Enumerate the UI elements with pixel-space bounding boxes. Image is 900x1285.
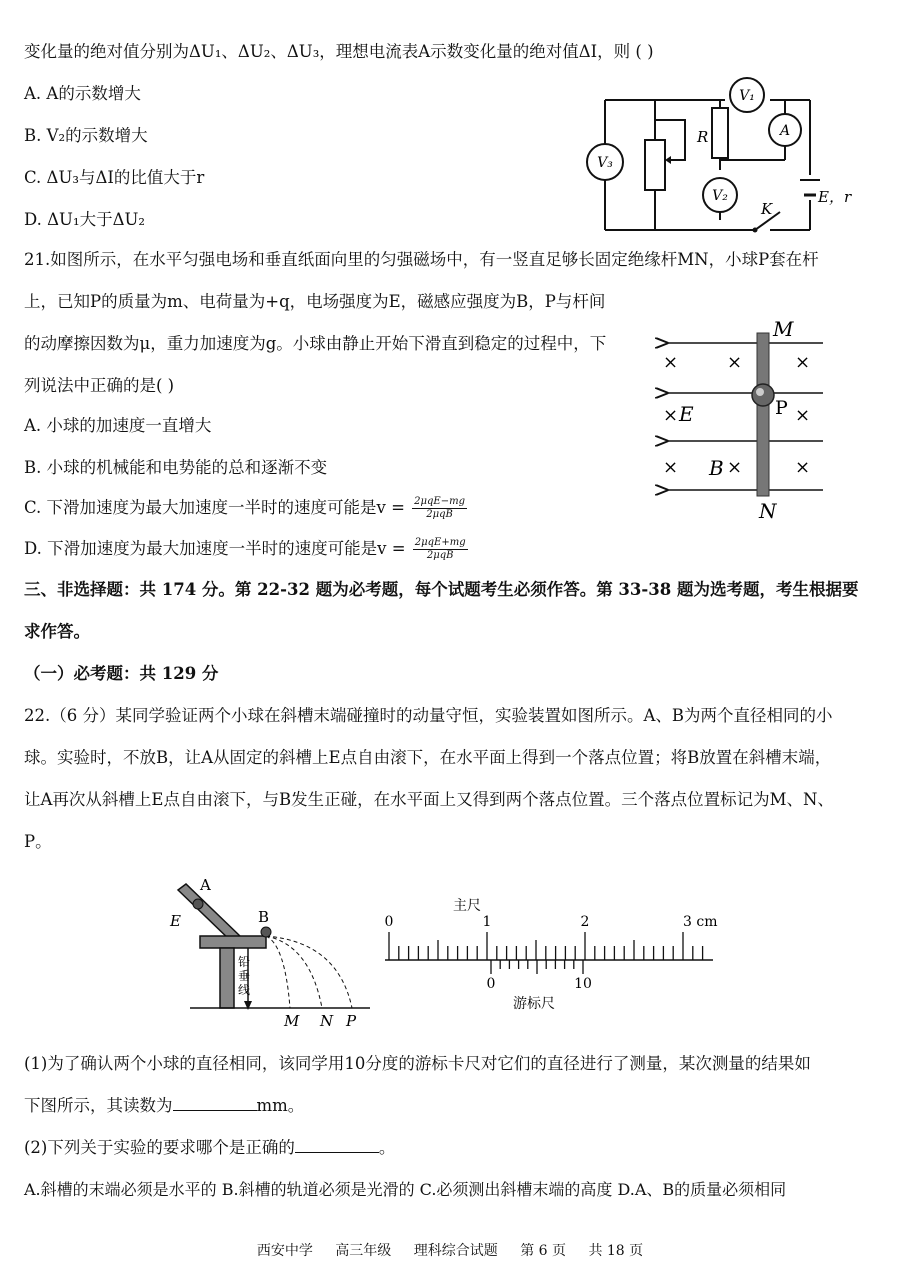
- q21-line2: 上，已知P的质量为m、电荷量为+q，电场强度为E，磁感应强度为B，P与杆间: [24, 292, 606, 311]
- q21-line1: 21.如图所示，在水平匀强电场和垂直纸面向里的匀强磁场中，有一竖直足够长固定绝缘杆MN，小球P套在杆: [24, 250, 819, 269]
- q21-option-c: [24, 496, 467, 521]
- section3-heading-line2: 求作答。: [24, 622, 90, 641]
- cross-mark: ×: [663, 457, 679, 478]
- label-b: B: [258, 908, 270, 926]
- q22-line1: 22.（6 分）某同学验证两个小球在斜槽末端碰撞时的动量守恒，实验装置如图所示。A、B为两个直径相同的小: [24, 706, 833, 725]
- label-e: E: [170, 912, 181, 930]
- plumb-label-1: 铅: [238, 955, 251, 969]
- q21-option-d-text: D. 下滑加速度为最大加速度一半时的速度可能是v =: [24, 539, 406, 558]
- answer-blank-1[interactable]: [173, 1094, 257, 1111]
- plumb-label-3: 线: [238, 983, 251, 997]
- cross-mark: ×: [795, 457, 811, 478]
- q21-option-d-denominator: 2μqB: [426, 550, 454, 561]
- v2-label: V₂: [712, 188, 728, 204]
- footer-grade: 高三年级: [335, 1243, 392, 1259]
- apparatus-diagram: [160, 870, 375, 1030]
- field-diagram: [655, 318, 835, 523]
- k-label: K: [761, 200, 773, 218]
- q21-option-d: [24, 537, 468, 562]
- vernier-scale-label: 游标尺: [513, 996, 555, 1012]
- q22-sub1-text: 下图所示，其读数为: [24, 1096, 173, 1115]
- q22-sub2-text: (2)下列关于实验的要求哪个是正确的: [24, 1138, 295, 1157]
- q22-sub2-end: 。: [378, 1138, 396, 1157]
- label-m: M: [773, 318, 794, 341]
- vernier-tick-label: 10: [574, 976, 592, 992]
- vernier-scale-ticks: [491, 960, 583, 974]
- q21-option-d-numerator: 2μqE+mg: [414, 537, 466, 548]
- main-tick-label: 3 cm: [683, 914, 718, 930]
- q22-sub1-line2: [24, 1094, 304, 1118]
- section3-subheading: （一）必考题：共 129 分: [24, 664, 219, 683]
- label-p: P: [775, 397, 788, 419]
- label-n: N: [320, 1012, 334, 1030]
- q20-option-d: D. ΔU₁大于ΔU₂: [24, 210, 146, 229]
- q22-sub2-line: [24, 1136, 395, 1160]
- footer-page: 第 6 页: [520, 1243, 566, 1259]
- label-a: A: [200, 876, 211, 894]
- cross-mark: ×: [795, 405, 811, 426]
- label-e: E: [679, 402, 694, 426]
- cross-mark: ×: [727, 352, 743, 373]
- vernier-caliper-diagram: [375, 890, 725, 1015]
- label-p: P: [346, 1012, 357, 1030]
- cross-mark: ×: [663, 352, 679, 373]
- cross-mark: ×: [795, 352, 811, 373]
- main-tick-label: 2: [580, 914, 590, 930]
- q21-option-c-denominator: 2μqB: [426, 509, 453, 520]
- r-label: R: [697, 128, 709, 146]
- q21-option-c-text: C. 下滑加速度为最大加速度一半时的速度可能是v =: [24, 498, 405, 517]
- q22-sub2-options: A.斜槽的末端必须是水平的 B.斜槽的轨道必须是光滑的 C.必须测出斜槽末端的高度 D.A、B的质量必须相同: [24, 1180, 787, 1199]
- answer-blank-2[interactable]: [295, 1136, 379, 1153]
- q20-stem-tail: 变化量的绝对值分别为ΔU₁、ΔU₂、ΔU₃，理想电流表A示数变化量的绝对值ΔI，则 ( ): [24, 42, 654, 61]
- q22-sub1-line1: (1)为了确认两个小球的直径相同，该同学用10分度的游标卡尺对它们的直径进行了测量，某次测量的结果如: [24, 1054, 811, 1073]
- footer-total: 共 18 页: [588, 1243, 644, 1259]
- v3-label: V₃: [597, 155, 613, 171]
- main-tick-label: 1: [482, 914, 492, 930]
- label-b: B: [709, 456, 724, 480]
- label-m: M: [284, 1012, 300, 1030]
- q21-option-b: B. 小球的机械能和电势能的总和逐渐不变: [24, 458, 328, 477]
- page-footer: [0, 1240, 900, 1260]
- er-label: E，r: [818, 188, 852, 206]
- q21-option-d-fraction: [413, 537, 468, 562]
- section3-heading-line1: 三、非选择题：共 174 分。第 22-32 题为必考题，每个试题考生必须作答。第 33-38 题为选考题，考生根据要: [24, 580, 859, 599]
- q21-line4: 列说法中正确的是( ): [24, 376, 175, 395]
- q21-option-c-numerator: 2μqE−mg: [414, 496, 465, 507]
- footer-school: 西安中学: [256, 1243, 313, 1259]
- label-n: N: [759, 499, 777, 523]
- q22-line3: 让A再次从斜槽上E点自由滚下，与B发生正碰，在水平面上又得到两个落点位置。三个落点位置标记为M、N、: [24, 790, 834, 809]
- q21-line3: 的动摩擦因数为μ，重力加速度为g。小球由静止开始下滑直到稳定的过程中，下: [24, 334, 607, 353]
- cross-mark: ×: [727, 457, 743, 478]
- q20-option-c: C. ΔU₃与ΔI的比值大于r: [24, 168, 205, 187]
- q20-option-a: A. A的示数增大: [24, 84, 141, 103]
- main-scale-label: 主尺: [453, 898, 481, 914]
- main-scale-ticks: [389, 932, 703, 960]
- circuit-diagram: [575, 70, 875, 240]
- v1-label: V₁: [739, 88, 755, 104]
- footer-subject: 理科综合试题: [413, 1243, 498, 1259]
- q22-sub1-unit: mm。: [256, 1096, 305, 1115]
- q22-line2: 球。实验时，不放B，让A从固定的斜槽上E点自由滚下，在水平面上得到一个落点位置；将B放置在斜槽末端，: [24, 748, 832, 767]
- q20-option-b: B. V₂的示数增大: [24, 126, 148, 145]
- cross-mark: ×: [663, 405, 679, 426]
- main-tick-label: 0: [384, 914, 394, 930]
- q21-option-c-fraction: [412, 496, 467, 521]
- plumb-label-2: 垂: [238, 969, 251, 983]
- ammeter-label: A: [779, 123, 791, 139]
- q21-option-a: A. 小球的加速度一直增大: [24, 416, 212, 435]
- q22-line4: P。: [24, 832, 52, 851]
- vernier-tick-label: 0: [486, 976, 496, 992]
